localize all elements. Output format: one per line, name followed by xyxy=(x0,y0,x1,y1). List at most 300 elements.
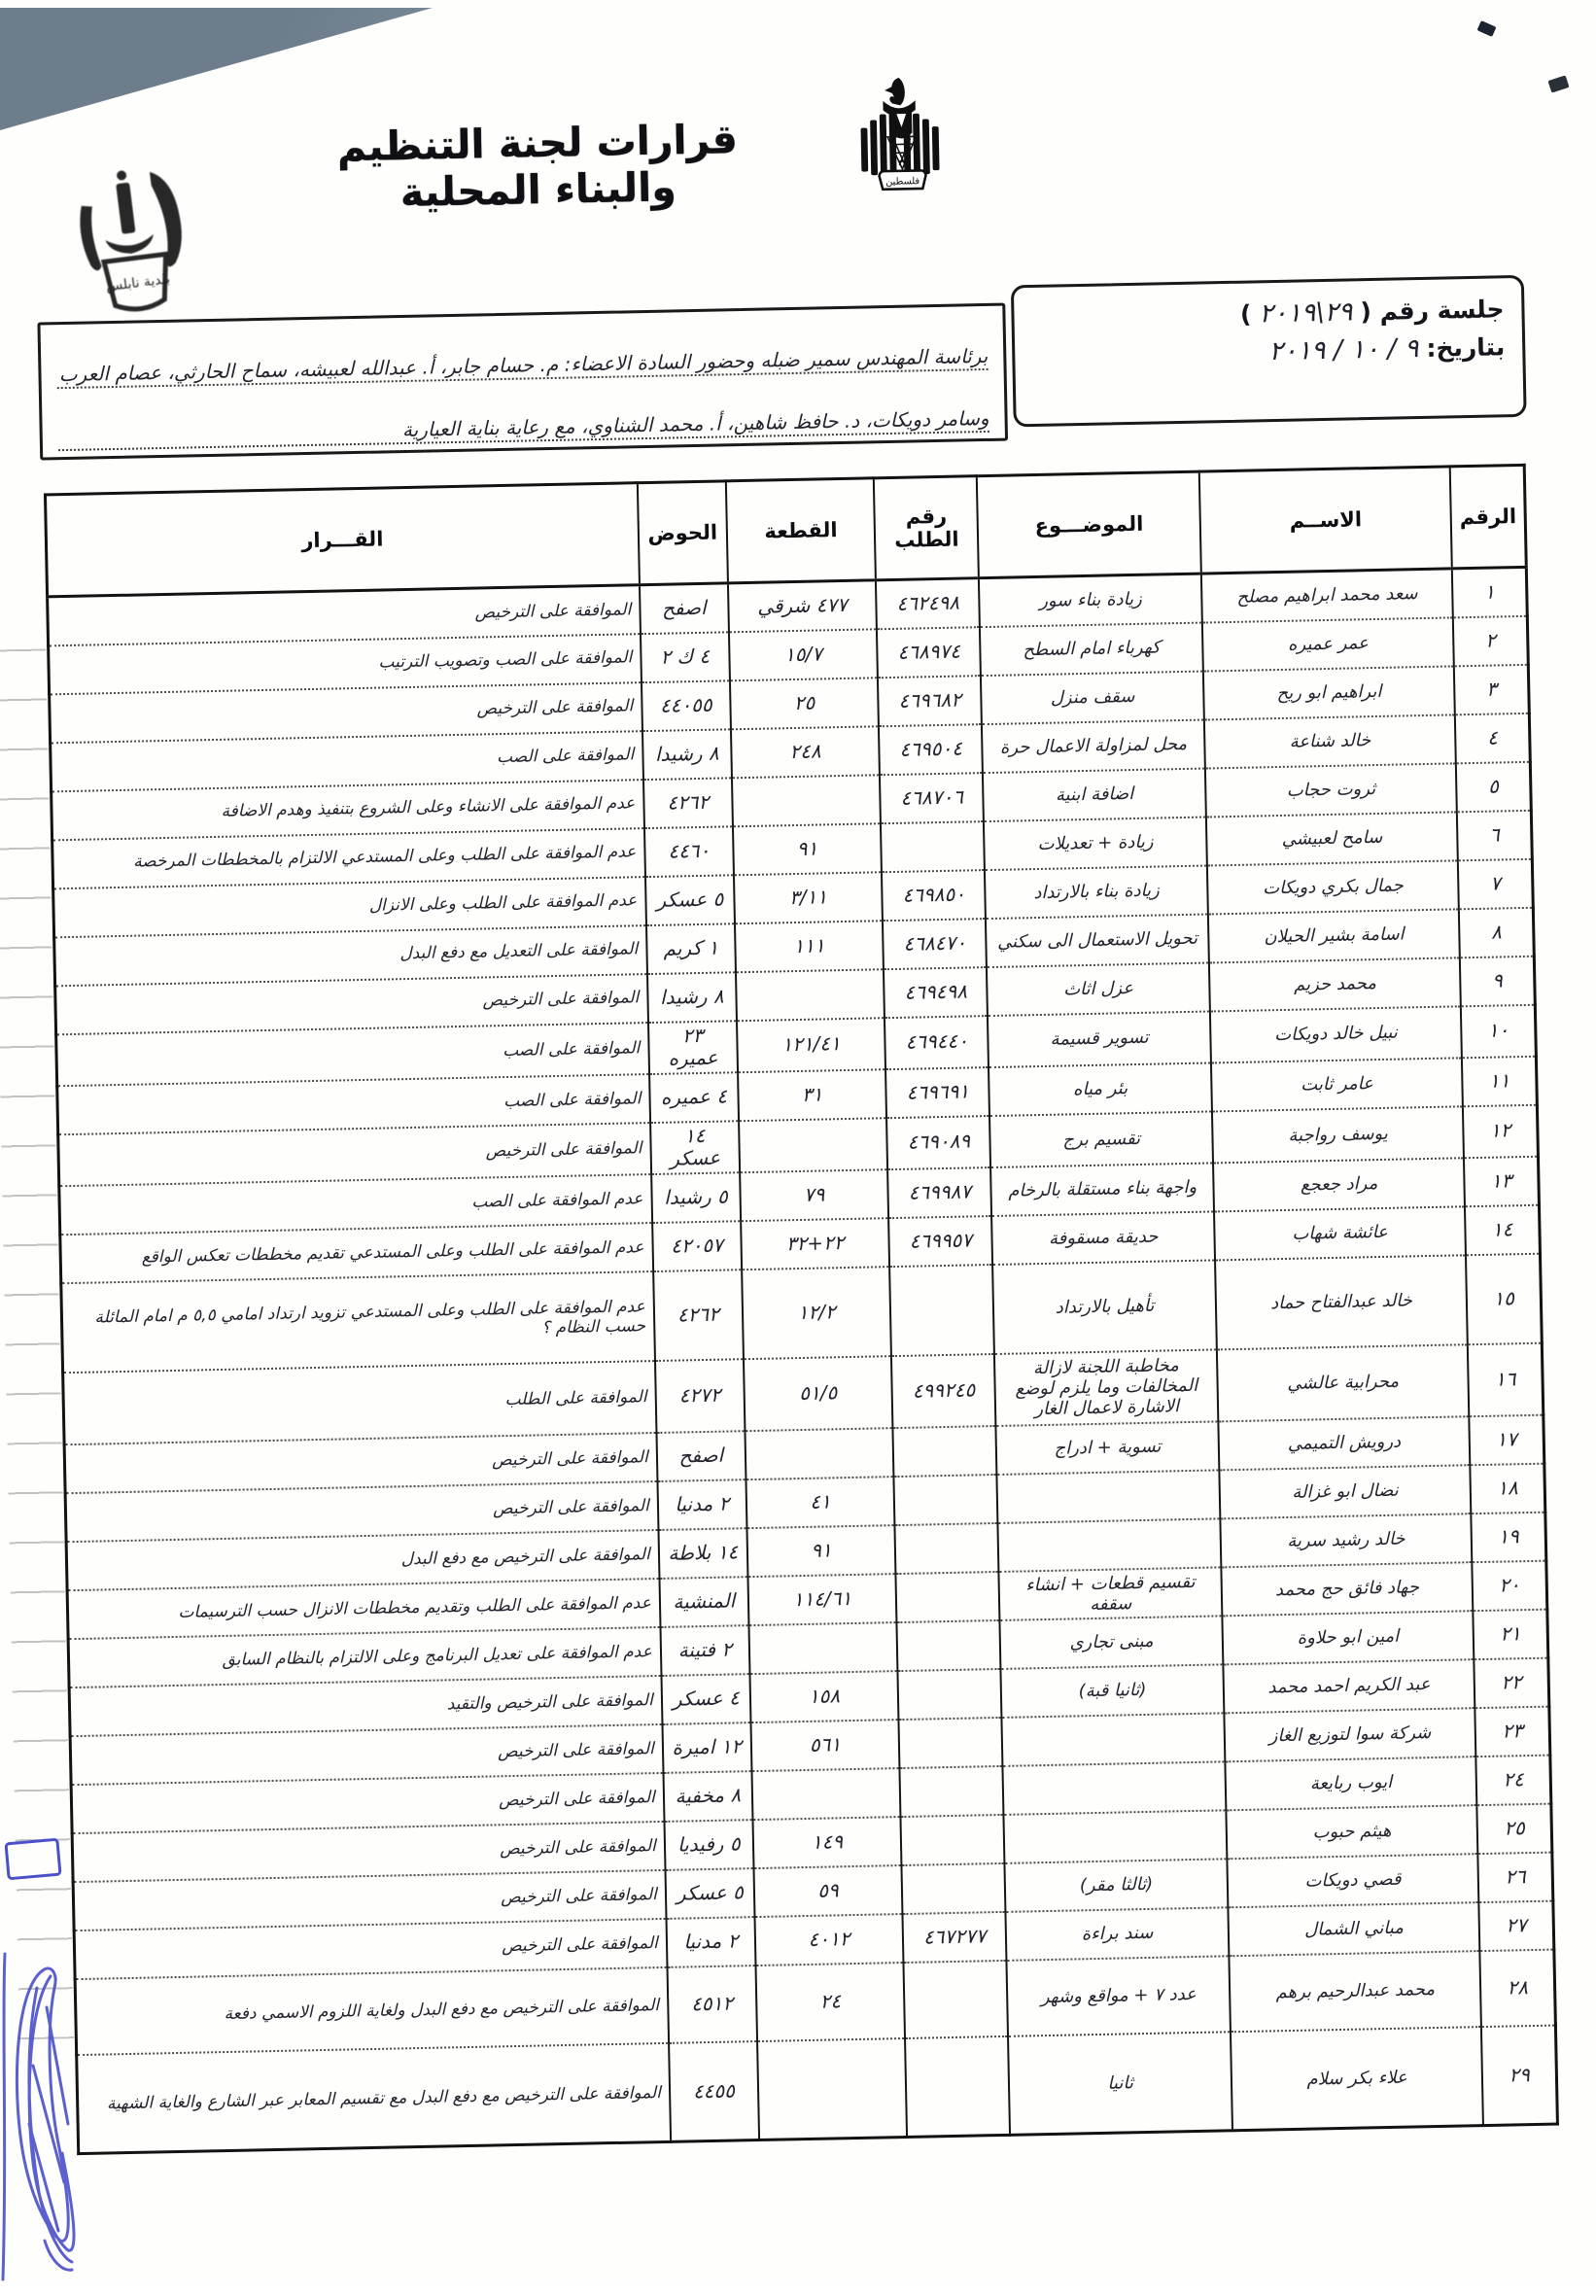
handwritten-text: ابراهيم ابو ريح xyxy=(1276,680,1382,704)
handwritten-text: ١١ xyxy=(1488,1068,1510,1093)
handwritten-text: ٤٦٩٦٨٢ xyxy=(898,687,962,713)
cell-decision xyxy=(75,1967,669,2055)
handwritten-text: ٢٢+٣٢ xyxy=(785,1231,845,1256)
cell-no xyxy=(1461,1004,1536,1058)
cell-request_no xyxy=(877,627,981,678)
handwritten-text: ٤٦٨٧٠٦ xyxy=(900,784,964,810)
session-date-label: بتاريخ: xyxy=(1426,332,1506,363)
column-header: رقم الطلب xyxy=(874,476,979,580)
handwritten-text: كهرباء امام السطح xyxy=(1023,637,1161,661)
handwritten-text: ٢١ xyxy=(1499,1621,1521,1646)
handwritten-text: ٢٥ xyxy=(1504,1816,1525,1840)
cell-name xyxy=(1229,1951,1481,2032)
cell-subject xyxy=(1007,1956,1231,2036)
cell-name xyxy=(1220,1513,1472,1567)
handwritten-text: الموافقة على الترخيص xyxy=(500,1884,657,1908)
cell-basin xyxy=(669,2041,759,2142)
handwritten-text: ٨ رشيدا xyxy=(659,984,724,1009)
cell-basin xyxy=(664,1820,753,1870)
handwritten-text: ٣ xyxy=(1485,677,1498,701)
session-number-value: ٢٩\٢٠١٩ xyxy=(1259,296,1353,330)
session-info-box xyxy=(1011,275,1527,428)
handwritten-text: الموافقة على الترخيص xyxy=(485,1138,642,1162)
handwritten-text: ١٢/٢ xyxy=(797,1300,836,1325)
cell-name xyxy=(1219,1465,1471,1518)
handwritten-text: ١٤ xyxy=(1491,1217,1513,1241)
cell-plot xyxy=(736,969,885,1021)
handwritten-text: محرابية عالشي xyxy=(1287,1371,1400,1395)
handwritten-text: الموافقة على الترخيص xyxy=(491,1447,648,1471)
emblem-graphic xyxy=(855,71,944,197)
handwritten-text: ٤٤٦٠ xyxy=(668,838,711,863)
cell-request_no xyxy=(887,1167,991,1218)
handwritten-text: الموافقة على الترخيص والتقيد xyxy=(446,1689,653,1715)
handwritten-text: ٤ عسكر xyxy=(672,1686,741,1711)
handwritten-text: ٤ عميره xyxy=(660,1084,728,1109)
handwritten-text: جهاد فائق حج محمد xyxy=(1274,1577,1420,1601)
cell-name xyxy=(1213,1158,1465,1211)
pen-annotation-rect xyxy=(4,1838,61,1881)
handwritten-text: اسامة بشير الحيلان xyxy=(1264,923,1405,948)
handwritten-text: ٤٦٩٠٨٩ xyxy=(907,1129,971,1155)
handwritten-text: ٢٨ xyxy=(1507,1975,1529,2000)
cell-subject xyxy=(997,1470,1220,1523)
cell-subject xyxy=(990,1163,1213,1216)
handwritten-text: ٢ مدنيا xyxy=(683,1929,739,1954)
handwritten-text: ٢٤ xyxy=(819,1989,842,2013)
cell-request_no xyxy=(897,1620,1001,1671)
cell-request_no xyxy=(885,1016,989,1069)
handwritten-text: ١٩ xyxy=(1497,1524,1519,1548)
cell-name xyxy=(1215,1255,1468,1349)
cell-basin xyxy=(658,1528,747,1579)
cell-plot xyxy=(748,1622,897,1674)
cell-request_no xyxy=(880,773,984,823)
cell-name xyxy=(1217,1344,1470,1421)
cell-no xyxy=(1457,810,1532,860)
handwritten-text: زيادة بناء بالارتداد xyxy=(1033,880,1160,903)
cell-basin xyxy=(641,632,730,682)
cell-plot xyxy=(752,1817,901,1868)
cell-basin xyxy=(667,1966,757,2043)
handwritten-text: ٤٦٩٩٨٧ xyxy=(908,1179,972,1204)
cell-plot xyxy=(731,726,880,778)
handwritten-text: الموافقة على الترخيص xyxy=(474,600,632,623)
handwritten-text: ٤٢٧٢ xyxy=(678,1382,721,1408)
cell-request_no xyxy=(889,1265,994,1356)
cell-plot xyxy=(732,775,881,826)
cell-plot xyxy=(754,1914,903,1966)
session-date-line xyxy=(1032,331,1506,371)
handwritten-text: ٤٦٩٤٩٨ xyxy=(904,979,968,1004)
handwritten-text: ٢٠ xyxy=(1498,1573,1520,1597)
cell-request_no xyxy=(876,578,980,629)
handwritten-text: الموافقة على الترخيص xyxy=(482,988,640,1011)
cell-name xyxy=(1205,763,1457,817)
handwritten-text: ٢ مدنيا xyxy=(675,1491,730,1516)
handwritten-text: زيادة + تعديلات xyxy=(1037,831,1154,854)
cell-plot xyxy=(757,2038,907,2140)
cell-basin xyxy=(650,1121,740,1174)
column-header: القطعة xyxy=(726,478,876,583)
cell-plot xyxy=(751,1768,900,1820)
handwritten-text: ٥ رشيدا xyxy=(663,1184,728,1209)
cell-subject xyxy=(989,1111,1212,1167)
stamp-graphic xyxy=(59,152,207,333)
handwritten-text: ٤٦٢٤٩٨ xyxy=(896,590,960,615)
cell-subject xyxy=(986,914,1208,967)
handwritten-text: ٧٩ xyxy=(803,1182,825,1206)
cell-subject xyxy=(992,1260,1216,1354)
handwritten-text: ٤٦٨٩٧٤ xyxy=(897,639,961,664)
cell-basin xyxy=(653,1270,744,1361)
cell-plot xyxy=(753,1865,902,1917)
cell-plot xyxy=(737,1018,885,1072)
cell-no xyxy=(1466,1254,1542,1345)
cell-no xyxy=(1460,956,1535,1006)
handwritten-text: ١ xyxy=(1483,579,1496,604)
handwritten-text: اصفح xyxy=(678,1443,724,1468)
cell-request_no xyxy=(881,821,985,872)
handwritten-text: قصي دويكات xyxy=(1304,1868,1402,1892)
handwritten-text: ٥٩ xyxy=(817,1878,840,1902)
handwritten-text: ٣/١١ xyxy=(788,885,828,909)
column-header: الموضـــوع xyxy=(977,471,1200,578)
cell-no xyxy=(1481,2025,1557,2126)
cell-basin xyxy=(665,1868,754,1919)
cell-basin xyxy=(663,1771,752,1822)
handwritten-text: عدم الموافقة على الطلب وعلى الانزال xyxy=(368,890,638,917)
cell-subject xyxy=(983,768,1205,821)
pen-scribble xyxy=(0,1949,107,2284)
handwritten-text: تحويل الاستعمال الى سكني xyxy=(996,927,1198,953)
cell-basin xyxy=(645,875,735,925)
cell-no xyxy=(1465,1205,1540,1256)
handwritten-text: ٥ عسكر xyxy=(656,887,724,912)
handwritten-text: عدم الموافقة على الطلب وعلى المستدعي الالتزام بالمخططات المرخصة xyxy=(132,842,637,873)
handwritten-text: تقسيم قطعات + انشاء سقفه xyxy=(1024,1571,1196,1615)
handwritten-text: (ثانيا قبة) xyxy=(1078,1680,1147,1702)
handwritten-text: الموافقة على الصب وتصويب الترتيب xyxy=(378,647,633,674)
handwritten-text: ٦ xyxy=(1488,822,1501,847)
handwritten-text: ٢٤ xyxy=(1503,1767,1524,1792)
handwritten-text: مراد جعجع xyxy=(1300,1173,1378,1196)
cell-basin xyxy=(642,680,731,731)
cell-no xyxy=(1462,1056,1537,1106)
cell-request_no xyxy=(903,1912,1007,1963)
cell-no xyxy=(1459,907,1534,957)
handwritten-text: ٨ رشيدا xyxy=(654,741,719,766)
handwritten-text: ٢٢ xyxy=(1501,1670,1522,1694)
column-header: الاســم xyxy=(1199,467,1453,574)
handwritten-text: المنشية xyxy=(673,1588,736,1614)
handwritten-text: ١٥/٧ xyxy=(783,642,823,666)
cell-request_no xyxy=(883,919,987,969)
handwritten-text: ٢٤٨ xyxy=(789,739,821,763)
handwritten-text: (ثالثا مقر) xyxy=(1079,1874,1154,1896)
cell-request_no xyxy=(895,1523,999,1574)
cell-no xyxy=(1479,1900,1554,1951)
cell-no xyxy=(1475,1658,1549,1709)
handwritten-text: نبيل خالد دويكات xyxy=(1274,1023,1398,1046)
handwritten-text: ٢٣ عميره xyxy=(668,1023,718,1070)
handwritten-text: تسوير قسيمة xyxy=(1050,1027,1149,1051)
cell-request_no xyxy=(900,1766,1004,1817)
cell-name xyxy=(1211,1058,1463,1111)
cell-name xyxy=(1203,666,1455,719)
handwritten-text: ٥٦١ xyxy=(809,1732,842,1757)
cell-subject xyxy=(1004,1810,1227,1863)
cell-decision xyxy=(77,2043,671,2154)
handwritten-text: ١٧ xyxy=(1495,1427,1517,1451)
cell-no xyxy=(1455,713,1530,763)
cell-plot xyxy=(730,678,879,729)
cell-basin xyxy=(647,972,737,1023)
cell-request_no xyxy=(905,2036,1010,2138)
handwritten-text: ١٨ xyxy=(1496,1476,1518,1500)
handwritten-text: ٤٦٩٨٥٠ xyxy=(902,882,966,907)
column-header: القـــرار xyxy=(45,483,639,597)
handwritten-text: عدم الموافقة على الصب xyxy=(471,1189,643,1212)
cell-basin xyxy=(657,1479,746,1530)
handwritten-text: ٤٦٩٥٠٤ xyxy=(899,736,963,761)
handwritten-text: عامر ثابت xyxy=(1300,1073,1374,1096)
cell-no xyxy=(1477,1803,1552,1854)
cell-subject xyxy=(996,1421,1219,1475)
handwritten-text: الموافقة على الصب xyxy=(502,1038,641,1061)
handwritten-text: محمد عبدالرحيم برهم xyxy=(1275,1979,1436,2003)
handwritten-text: ١٢ اميرة xyxy=(672,1734,743,1759)
cell-request_no xyxy=(904,1961,1009,2038)
cell-subject xyxy=(984,817,1206,870)
cell-request_no xyxy=(893,1426,997,1477)
cell-name xyxy=(1201,569,1453,622)
cell-subject xyxy=(988,1011,1210,1067)
cell-subject xyxy=(1002,1713,1225,1766)
cell-plot xyxy=(739,1118,887,1172)
handwritten-text: شركة سوا لتوزيع الغاز xyxy=(1268,1722,1432,1747)
cell-no xyxy=(1475,1706,1550,1757)
cell-request_no xyxy=(896,1572,1000,1622)
handwritten-text: ١٢ xyxy=(1489,1118,1511,1143)
handwritten-text: بئر مياه xyxy=(1072,1078,1128,1100)
cell-subject xyxy=(1001,1664,1224,1718)
handwritten-text: ٤ ك ٢ xyxy=(660,644,711,669)
handwritten-text: ٢٧ xyxy=(1506,1913,1527,1937)
handwritten-text: ١٤ عسكر xyxy=(669,1123,721,1170)
handwritten-text: هيثم حبوب xyxy=(1312,1821,1392,1843)
cell-basin xyxy=(655,1359,746,1433)
handwritten-text: الموافقة على الترخيص xyxy=(501,1932,658,1957)
cell-name xyxy=(1206,812,1458,865)
cell-request_no xyxy=(901,1815,1005,1865)
attendance-line-1: برئاسة المهندس سمير ضبله وحضور السادة الاعضاء: م. حسام جابر، أ. عبدالله لعبيشه، سماح الحارثي، عصام العرب xyxy=(56,308,989,389)
handwritten-text: ٤٦٩٦٩١ xyxy=(906,1079,970,1104)
handwritten-text: ٤٤٠٥٥ xyxy=(659,692,712,717)
handwritten-text: الموافقة على الترخيص xyxy=(498,1787,655,1811)
handwritten-text: ٤٦٩٤٤٠ xyxy=(905,1028,969,1055)
cell-no xyxy=(1476,1755,1551,1805)
handwritten-text: ٢٣ xyxy=(1502,1719,1523,1743)
handwritten-text: عائشة شهاب xyxy=(1292,1222,1389,1245)
handwritten-text: ١٤٩ xyxy=(811,1829,844,1854)
cell-name xyxy=(1208,909,1460,962)
cell-subject xyxy=(1008,2032,1232,2136)
cell-basin xyxy=(644,826,734,877)
handwritten-text: ١٥٨ xyxy=(808,1684,841,1708)
handwritten-text: ١٣ xyxy=(1490,1168,1512,1193)
cell-name xyxy=(1222,1611,1474,1664)
cell-decision xyxy=(63,1361,657,1444)
cell-no xyxy=(1458,858,1533,909)
cell-subject xyxy=(998,1518,1221,1572)
cell-name xyxy=(1224,1708,1475,1761)
handwritten-text: اضافة ابنية xyxy=(1055,783,1134,806)
cell-plot xyxy=(741,1218,889,1270)
handwritten-text: الموافقة على الترخيص مع دفع البدل xyxy=(400,1545,650,1570)
session-number-line xyxy=(1031,294,1505,333)
cell-plot xyxy=(745,1428,893,1479)
handwritten-text: ٤ xyxy=(1486,725,1499,749)
handwritten-text: ١١١ xyxy=(793,933,825,957)
handwritten-text: الموافقة على الترخيص xyxy=(497,1738,654,1762)
handwritten-text: ٢٥ xyxy=(793,690,815,714)
national-emblem-icon xyxy=(855,71,944,197)
handwritten-text: امين ابو حلاوة xyxy=(1297,1625,1400,1650)
handwritten-text: ثانيا xyxy=(1107,2072,1134,2094)
cell-plot xyxy=(740,1169,888,1221)
cell-plot xyxy=(735,921,884,972)
handwritten-text: ٥١/٥ xyxy=(799,1380,838,1406)
handwritten-text: عدم الموافقة على تعديل البرنامج وعلى الالتزام بالنظام السابق xyxy=(222,1641,652,1670)
handwritten-text: ٤٢٦٢ xyxy=(667,789,710,815)
handwritten-text: ١٦ xyxy=(1494,1367,1516,1391)
handwritten-text: ٩١ xyxy=(796,836,818,860)
cell-name xyxy=(1223,1659,1475,1713)
cell-basin xyxy=(652,1221,742,1271)
handwritten-text: خالد رشيد سرية xyxy=(1287,1528,1405,1552)
stamp-label: بلدية نابلس xyxy=(105,271,171,296)
handwritten-text: محل لمزاولة الاعمال حرة xyxy=(999,733,1188,758)
handwritten-text: خالد عبدالفتاح حماد xyxy=(1269,1290,1413,1314)
cell-request_no xyxy=(882,870,986,921)
table-body xyxy=(48,567,1558,2154)
cell-subject xyxy=(1006,1907,1229,1961)
handwritten-text: ٤٦٩٩٥٧ xyxy=(909,1228,973,1253)
cell-request_no xyxy=(885,1067,989,1118)
handwritten-text: عدم الموافقة على الطلب وعلى المستدعي تزويد ارتداد امامي ٥,٥ م امام المائلة حسب النظام ؟ xyxy=(94,1297,646,1339)
handwritten-text: ٥ xyxy=(1487,774,1500,798)
cell-basin xyxy=(656,1431,746,1481)
cell-plot xyxy=(729,629,878,680)
handwritten-text: الموافقة على الترخيص مع دفع البدل مع تقسيم المعابر عبر الشارع والغاية الشهية xyxy=(106,2082,662,2114)
handwritten-text: ٤٦٧٢٧٧ xyxy=(922,1924,987,1949)
cell-plot xyxy=(728,580,877,632)
cell-request_no xyxy=(878,676,982,726)
cell-plot xyxy=(755,1963,905,2041)
cell-request_no xyxy=(894,1475,998,1525)
cell-no xyxy=(1472,1513,1546,1563)
cell-name xyxy=(1207,860,1459,914)
handwritten-text: ٤٢٦٢ xyxy=(677,1302,720,1327)
cell-name xyxy=(1225,1757,1476,1810)
attendance-box xyxy=(37,303,1008,461)
handwritten-text: ٤٥١٢ xyxy=(690,1991,734,2016)
cell-request_no xyxy=(899,1718,1003,1768)
handwritten-text: ٢٦ xyxy=(1505,1864,1526,1889)
cell-subject xyxy=(1000,1616,1223,1669)
cell-basin xyxy=(662,1722,751,1773)
cell-no xyxy=(1464,1157,1539,1207)
handwritten-text: درويش التميمي xyxy=(1287,1431,1402,1455)
handwritten-text: ٩ xyxy=(1491,968,1504,992)
cell-basin xyxy=(661,1674,750,1724)
attendance-line-2: وسامر دويكات، د. حافظ شاهين، أ. محمد الشناوي، مع رعاية بناية العيارية xyxy=(57,370,989,451)
cell-subject xyxy=(989,1062,1211,1116)
municipality-stamp-icon xyxy=(59,152,207,333)
session-number-label: جلسة رقم ( xyxy=(1360,295,1505,327)
handwritten-text: ٤٤٥٥ xyxy=(692,2078,736,2104)
cell-name xyxy=(1218,1416,1470,1470)
handwritten-text: سقف منزل xyxy=(1050,685,1135,709)
handwritten-text: سند براءة xyxy=(1081,1923,1154,1945)
handwritten-text: واجهة بناء مستقلة بالرخام xyxy=(1008,1177,1197,1201)
handwritten-text: خالد شناعة xyxy=(1289,729,1371,752)
cell-request_no xyxy=(879,724,983,775)
handwritten-text: تأهيل بالارتداد xyxy=(1055,1295,1155,1318)
handwritten-text: الموافقة على الترخيص xyxy=(499,1835,656,1860)
cell-basin xyxy=(643,778,733,828)
cell-no xyxy=(1474,1610,1548,1660)
handwritten-text: ٢ فتينة xyxy=(677,1637,733,1662)
cell-subject xyxy=(991,1211,1214,1265)
handwritten-text: يوسف رواجبة xyxy=(1288,1123,1388,1146)
emblem-label: فلسطين xyxy=(885,176,920,188)
handwritten-text: ٤١ xyxy=(810,1489,831,1513)
handwritten-text: ١١٤/٦١ xyxy=(792,1586,852,1612)
cell-name xyxy=(1214,1206,1466,1260)
handwritten-text: ١٢١/٤١ xyxy=(781,1031,842,1057)
handwritten-text: ٨ xyxy=(1490,920,1503,944)
handwritten-text: ايوب ربايعة xyxy=(1309,1772,1393,1794)
cell-subject xyxy=(981,671,1203,724)
column-header: الرقم xyxy=(1450,465,1526,569)
cell-no xyxy=(1463,1104,1538,1158)
cell-basin xyxy=(648,1021,738,1074)
handwritten-text: زيادة بناء سور xyxy=(1039,588,1142,612)
cell-subject xyxy=(985,865,1207,919)
handwritten-text: تقسيم برج xyxy=(1062,1128,1141,1151)
cell-no xyxy=(1470,1415,1544,1466)
handwritten-text: ٢ xyxy=(1484,628,1497,652)
handwritten-text: جمال بكري دويكات xyxy=(1262,875,1404,899)
handwritten-text: ٥ رفيديا xyxy=(677,1831,741,1857)
page-title: قرارات لجنة التنظيم والبناء المحلية xyxy=(336,116,739,217)
handwritten-text: ٤٠١٢ xyxy=(808,1927,850,1952)
handwritten-text: ٤٢٠٥٧ xyxy=(670,1233,724,1258)
cell-plot xyxy=(747,1574,896,1625)
cell-basin xyxy=(651,1172,741,1223)
handwritten-text: ٤٦٨٤٧٠ xyxy=(903,930,967,956)
handwritten-text: عزل اثاث xyxy=(1062,977,1134,1000)
cell-basin xyxy=(646,923,736,974)
cell-plot xyxy=(734,872,883,923)
handwritten-text: ١٠ xyxy=(1487,1018,1509,1043)
cell-name xyxy=(1210,1006,1463,1062)
cell-no xyxy=(1453,615,1528,666)
cell-name xyxy=(1226,1805,1477,1859)
handwritten-text: ٤٩٩٢٤٥ xyxy=(912,1377,976,1403)
